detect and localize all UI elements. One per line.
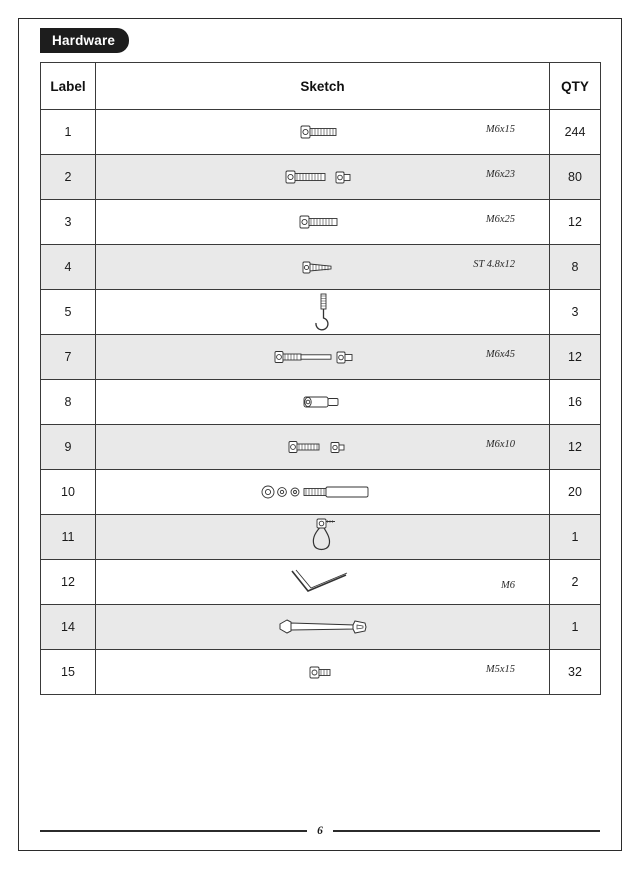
table-header-row — [41, 63, 601, 110]
row-qty: 12 — [550, 425, 601, 470]
table-row — [41, 290, 601, 335]
row-sketch — [96, 200, 550, 245]
row-label: 12 — [41, 560, 96, 605]
table-row — [41, 650, 601, 695]
row-spec: ST 4.8x12 — [473, 259, 515, 270]
row-label: 2 — [41, 155, 96, 200]
table-row — [41, 380, 601, 425]
table-row — [41, 470, 601, 515]
row-spec: M5x15 — [485, 664, 515, 675]
row-qty: 12 — [550, 200, 601, 245]
hardware-table-body — [41, 110, 601, 695]
row-spec: M6x10 — [485, 439, 515, 450]
hex-socket-bolt-with-washer-icon — [284, 168, 362, 186]
row-label: 7 — [41, 335, 96, 380]
self-tapping-screw-icon — [301, 258, 345, 276]
row-sketch — [96, 155, 550, 200]
table-row — [41, 155, 601, 200]
row-spec: M6x23 — [485, 169, 515, 180]
table-row — [41, 335, 601, 380]
row-label: 5 — [41, 290, 96, 335]
row-sketch — [96, 245, 550, 290]
column-header-sketch: Sketch — [96, 63, 550, 110]
table-row — [41, 560, 601, 605]
footer-rule-right — [333, 830, 600, 832]
row-qty: 3 — [550, 290, 601, 335]
row-sketch — [96, 290, 550, 335]
short-bolt-with-washer-icon — [287, 438, 359, 456]
hardware-table-container — [40, 62, 600, 695]
long-bolt-with-washer-icon — [273, 348, 373, 366]
section-title-label: Hardware — [52, 33, 116, 48]
section-title-tab — [40, 28, 129, 53]
row-spec: M6 — [501, 580, 515, 591]
row-qty: 1 — [550, 515, 601, 560]
hex-socket-bolt-medium-icon — [298, 213, 348, 231]
table-row — [41, 605, 601, 650]
table-row — [41, 245, 601, 290]
table-row — [41, 200, 601, 245]
page-footer — [40, 825, 600, 837]
row-qty: 32 — [550, 650, 601, 695]
row-spec: M6x15 — [485, 124, 515, 135]
row-qty: 12 — [550, 335, 601, 380]
footer-rule-left — [40, 830, 307, 832]
column-header-label: Label — [41, 63, 96, 110]
row-label: 14 — [41, 605, 96, 650]
cam-lock-assembly-icon — [259, 482, 387, 502]
row-sketch — [96, 335, 550, 380]
hook-screw-icon — [310, 292, 336, 332]
row-spec: M6x25 — [485, 214, 515, 225]
row-sketch — [96, 380, 550, 425]
page-number: 6 — [317, 825, 323, 837]
table-row — [41, 110, 601, 155]
row-label: 11 — [41, 515, 96, 560]
cable-tie-loop-icon — [305, 517, 341, 557]
row-sketch — [96, 605, 550, 650]
row-qty: 16 — [550, 380, 601, 425]
barrel-nut-icon — [301, 393, 345, 411]
row-label: 9 — [41, 425, 96, 470]
table-row — [41, 425, 601, 470]
allen-key-icon — [288, 567, 358, 597]
row-sketch — [96, 560, 550, 605]
row-qty: 2 — [550, 560, 601, 605]
row-sketch — [96, 470, 550, 515]
open-end-wrench-icon — [277, 614, 369, 640]
hex-socket-bolt-short-icon — [299, 123, 347, 141]
hex-socket-bolt-tiny-icon — [308, 663, 338, 681]
row-qty: 8 — [550, 245, 601, 290]
row-label: 4 — [41, 245, 96, 290]
row-label: 1 — [41, 110, 96, 155]
row-qty: 80 — [550, 155, 601, 200]
row-qty: 244 — [550, 110, 601, 155]
row-sketch — [96, 425, 550, 470]
row-qty: 1 — [550, 605, 601, 650]
row-qty: 20 — [550, 470, 601, 515]
row-spec: M6x45 — [485, 349, 515, 360]
row-label: 15 — [41, 650, 96, 695]
hardware-table — [40, 62, 601, 695]
column-header-qty: QTY — [550, 63, 601, 110]
row-sketch — [96, 515, 550, 560]
table-row — [41, 515, 601, 560]
row-label: 8 — [41, 380, 96, 425]
row-label: 3 — [41, 200, 96, 245]
row-label: 10 — [41, 470, 96, 515]
row-sketch — [96, 110, 550, 155]
row-sketch — [96, 650, 550, 695]
